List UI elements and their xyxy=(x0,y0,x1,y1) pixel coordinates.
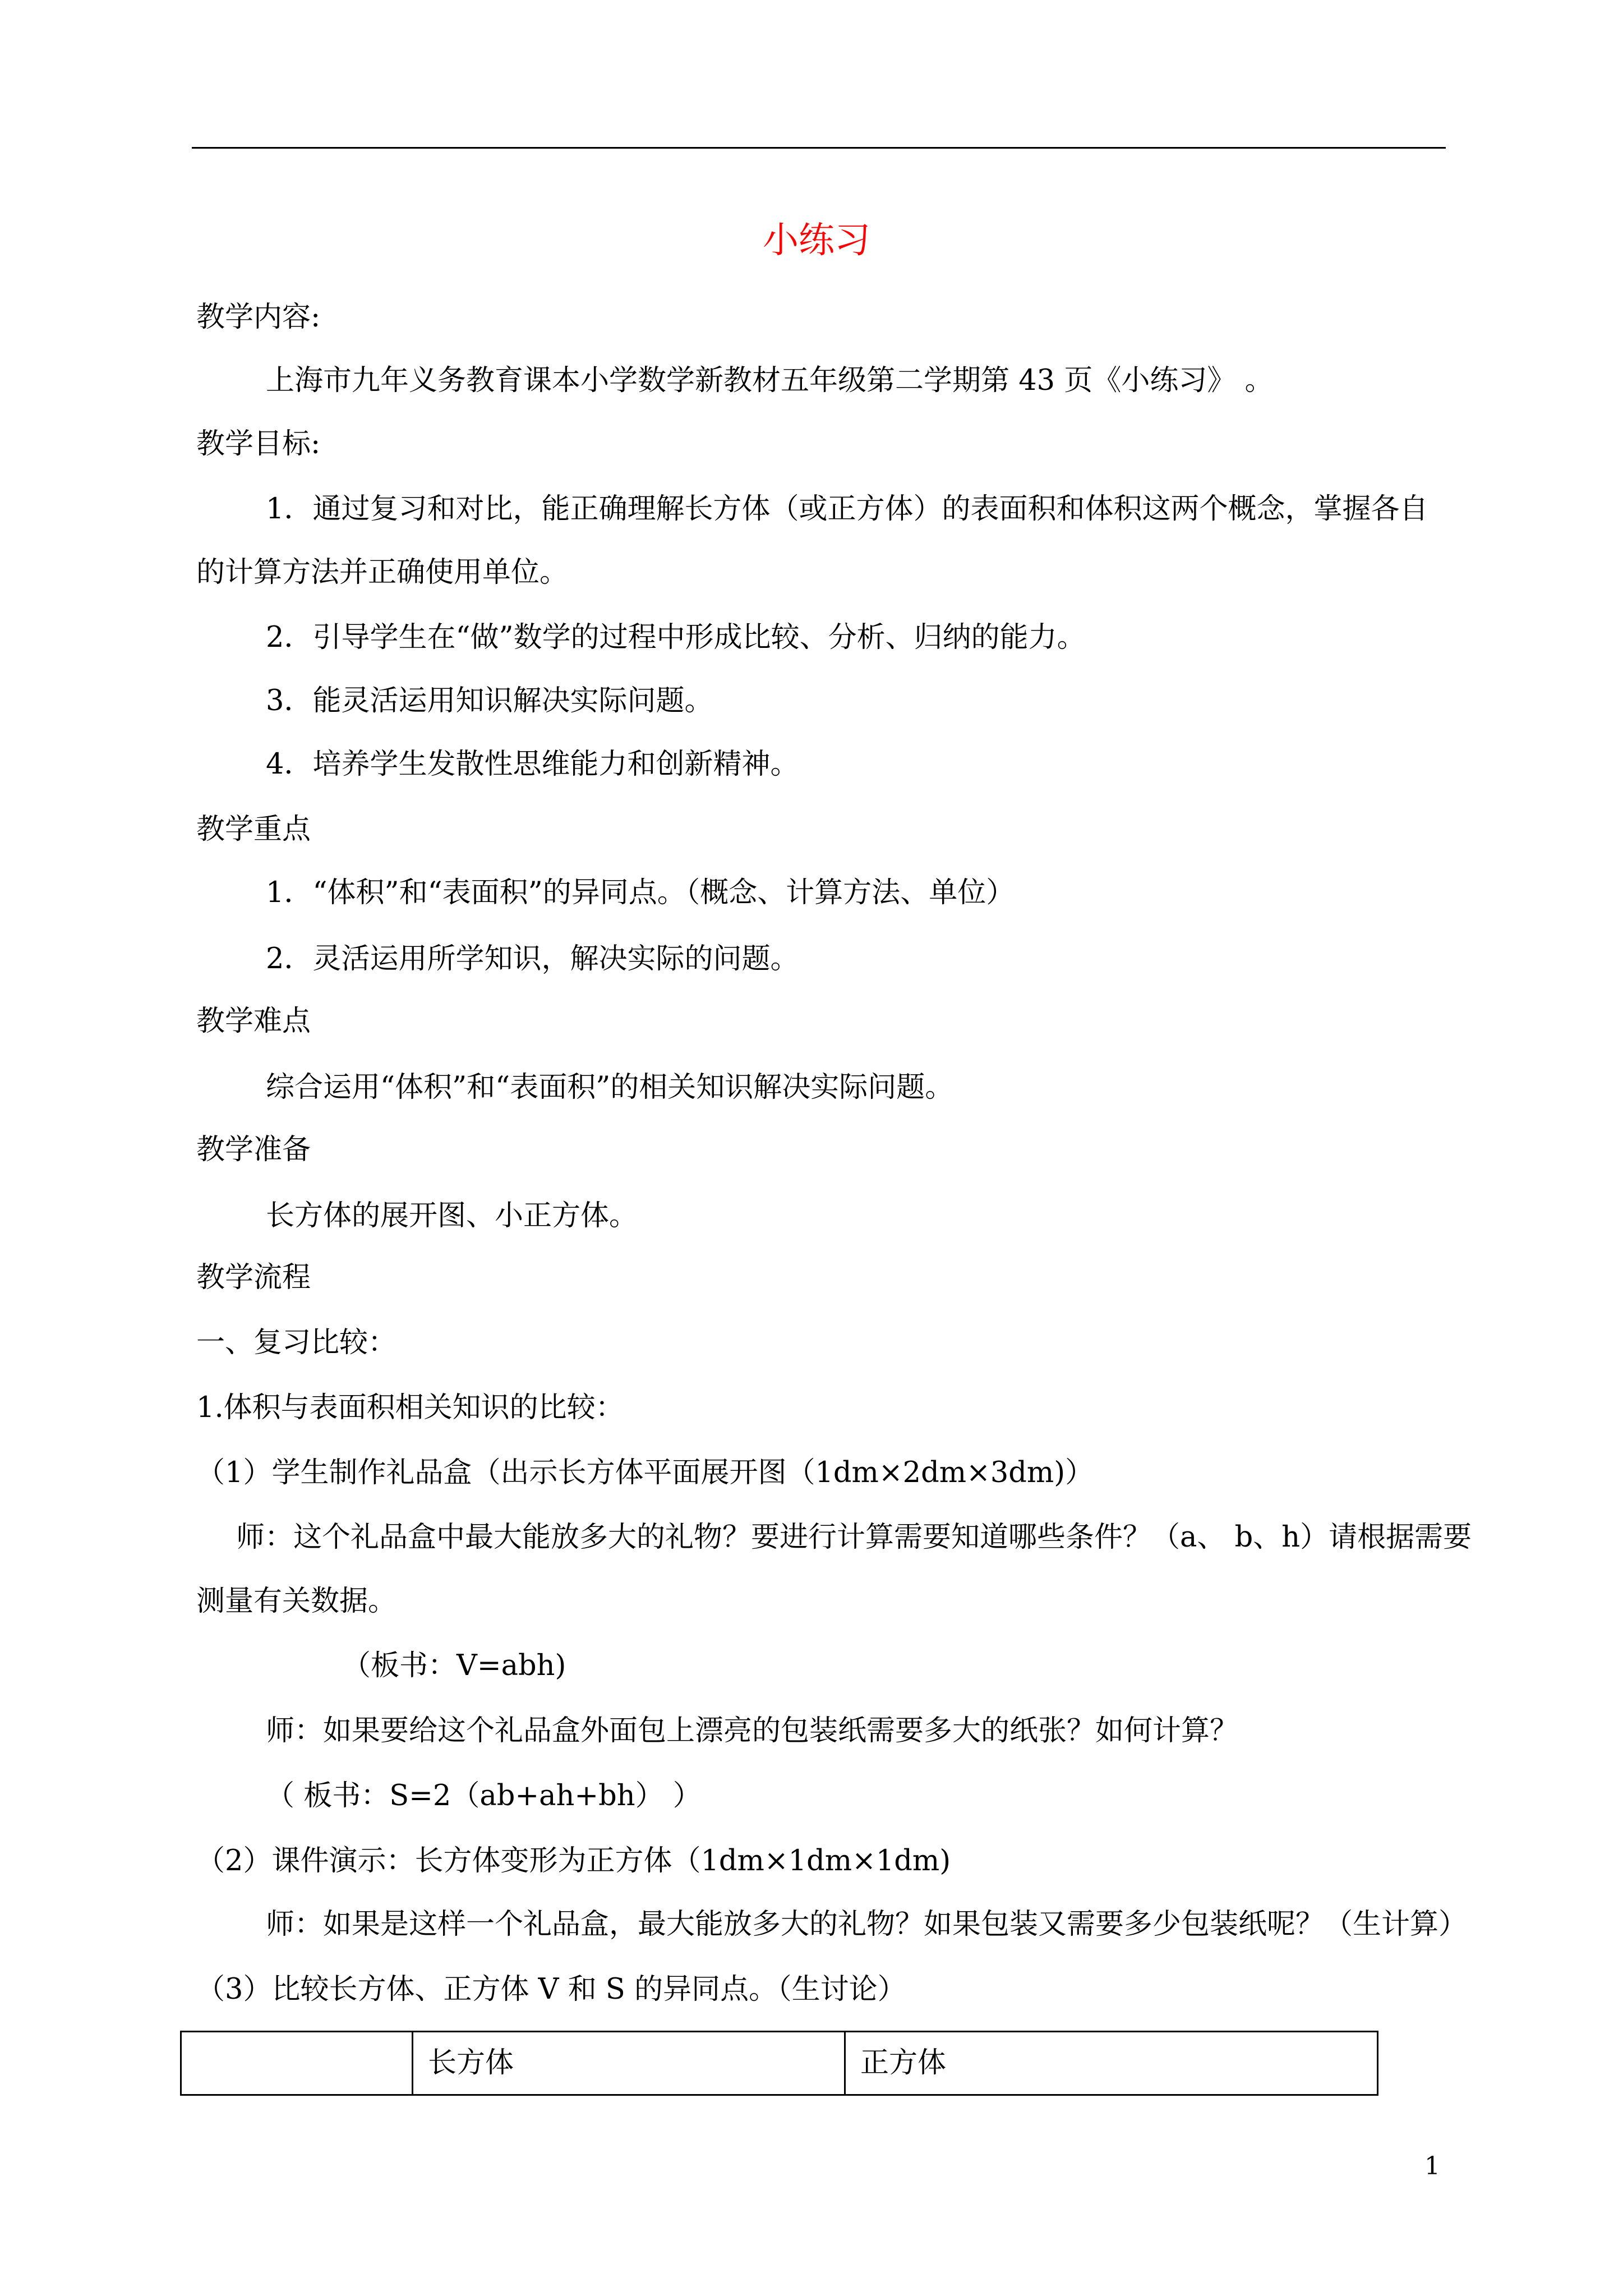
step-1-teacher-question-line-2: 测量有关数据。 xyxy=(196,1585,397,1618)
comparison-table xyxy=(180,2031,1378,2096)
process-subheading: 1.体积与表面积相关知识的比较： xyxy=(196,1391,624,1424)
heading-key-points: 教学重点 xyxy=(196,813,311,846)
step-3-label: （3）比较长方体、正方体 V 和 S 的异同点。（生讨论） xyxy=(196,1973,906,2006)
step-1-board-note-area: （ 板书：S=2（ab+ah+bh） ） xyxy=(266,1779,702,1812)
step-1-teacher-question-line-1: 师：这个礼品盒中最大能放多大的礼物？要进行计算需要知道哪些条件？（a、 b、h）请根据需要 xyxy=(236,1521,1472,1554)
step-1-teacher-question-area: 师：如果要给这个礼品盒外面包上漂亮的包装纸需要多大的纸张？如何计算？ xyxy=(266,1714,1239,1747)
table-header-cuboid: 长方体 xyxy=(413,2032,845,2095)
heading-difficulties: 教学难点 xyxy=(196,1005,311,1038)
heading-preparation: 教学准备 xyxy=(196,1133,311,1166)
goal-item-2: 2．引导学生在“做”数学的过程中形成比较、分析、归纳的能力。 xyxy=(266,621,1086,654)
step-2-teacher-question: 师：如果是这样一个礼品盒，最大能放多大的礼物？如果包装又需要多少包装纸呢？（生计算） xyxy=(266,1908,1468,1941)
page-number: 1 xyxy=(1424,2152,1440,2180)
key-point-1: 1．“体积”和“表面积”的异同点。（概念、计算方法、单位） xyxy=(266,876,1015,909)
goal-item-1-line-1: 1．通过复习和对比，能正确理解长方体（或正方体）的表面积和体积这两个概念，掌握各自 xyxy=(266,493,1428,526)
preparation-text: 长方体的展开图、小正方体。 xyxy=(266,1199,638,1232)
step-2-label: （2）课件演示：长方体变形为正方体（1dm×1dm×1dm) xyxy=(196,1844,951,1878)
key-point-2: 2．灵活运用所学知识，解决实际的问题。 xyxy=(266,942,799,976)
header-rule xyxy=(192,147,1446,149)
teaching-content-text: 上海市九年义务教育课本小学数学新教材五年级第二学期第 43 页《小练习》 。 xyxy=(266,364,1274,397)
step-1-label: （1）学生制作礼品盒（出示长方体平面展开图（1dm×2dm×3dm)） xyxy=(196,1456,1094,1489)
heading-process: 教学流程 xyxy=(196,1261,311,1294)
document-title: 小练习 xyxy=(763,220,870,261)
goal-item-4: 4．培养学生发散性思维能力和创新精神。 xyxy=(266,748,799,781)
goal-item-1-line-2: 的计算方法并正确使用单位。 xyxy=(196,556,569,589)
table-row xyxy=(181,2032,1378,2095)
table-header-cube: 正方体 xyxy=(845,2032,1378,2095)
difficulties-text: 综合运用“体积”和“表面积”的相关知识解决实际问题。 xyxy=(266,1071,954,1104)
table-cell-empty xyxy=(181,2032,413,2095)
heading-teaching-content: 教学内容: xyxy=(196,301,321,334)
goal-item-3: 3．能灵活运用知识解决实际问题。 xyxy=(266,684,713,717)
step-1-board-note-volume: （板书：V=abh) xyxy=(342,1649,566,1682)
heading-teaching-goals: 教学目标: xyxy=(196,427,321,461)
process-part-heading: 一、复习比较： xyxy=(196,1326,397,1359)
